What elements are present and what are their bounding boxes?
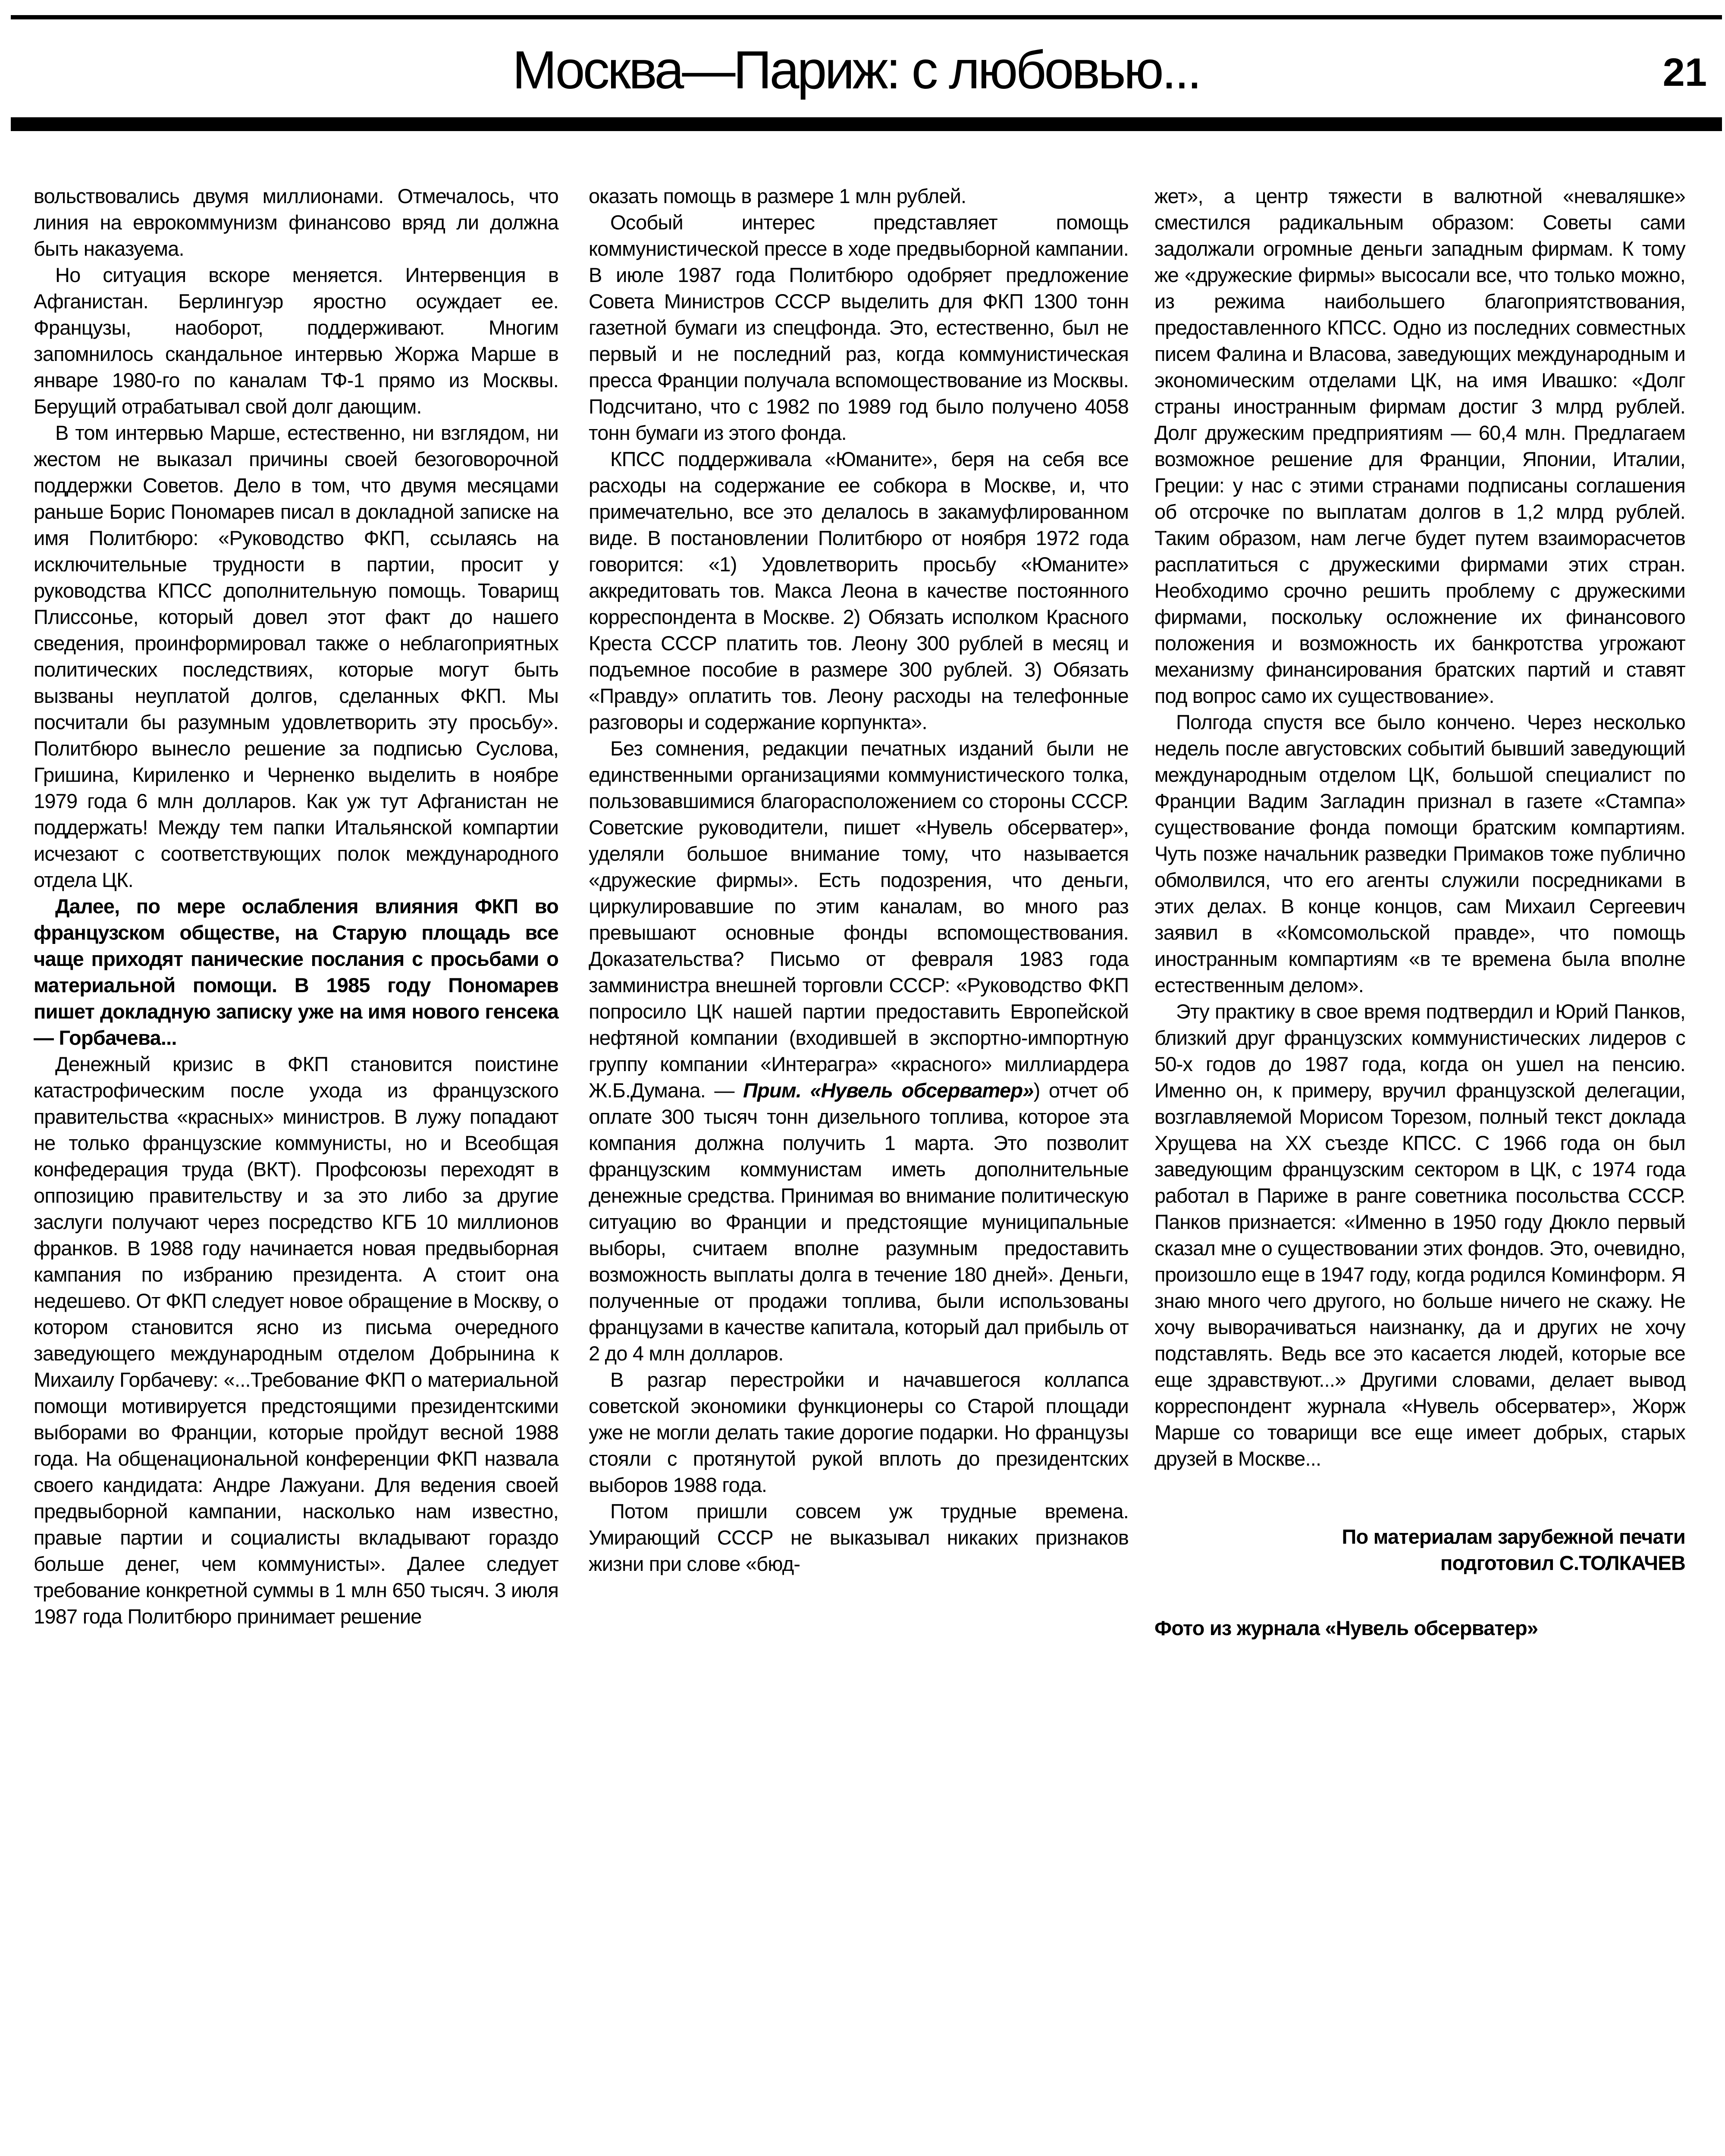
paragraph: Но ситуация вскоре меняется. Интервенция в Афганистан. Берлингуэр яростно осуждает ее. Французы, наоборот, поддерживают. Многим запомнилось скандальное интервью Жоржа Марше в январе 1980-го по каналам ТФ-1 прямо из Москвы. Берущий отрабатывал свой долг дающим. <box>34 263 558 418</box>
paragraph: В разгар перестройки и начавшегося коллапса советской экономики функционеры со Старой площади уже не могли делать такие дорогие подарки. Но французы стояли с протянутой рукой вплоть до президентских выборов 1988 года. <box>589 1368 1129 1496</box>
article-columns <box>0 177 1725 1641</box>
paragraph: Эту практику в свое время подтвердил и Юрий Панков, близкий друг французских коммунистических лидеров с 50-х годов до 1987 года, когда он ушел на пенсию. Именно он, к примеру, вручил французской делегации, возглавляемой Морисом Торезом, полный текст доклада Хрущева на XX съезде КПСС. С 1966 года он был заведующим французским сектором в ЦК, с 1974 года работал в Париже в ранге советника посольства СССР. Панков признается: «Именно в 1950 году Дюкло первый сказал мне о существовании этих фондов. Это, очевидно, произошло еще в 1947 году, когда родился Коминформ. Я знаю много чего другого, но больше ничего не скажу. Не хочу выворачиваться наизнанку, да и других не хочу подставлять. Ведь все это касается людей, которые все еще здравствуют...» Другими словами, делает вывод корреспондент журнала «Нувель обсерватер», Жорж Марше со товарищи все еще имеет добрых, старых друзей в Москве... <box>1154 1000 1685 1470</box>
page-title: Москва—Париж: с любовью... <box>512 41 1200 100</box>
paragraph: В том интервью Марше, естественно, ни взглядом, ни жестом не выказал причины своей безоговорочной поддержки Советов. Дело в том, что двумя месяцами раньше Борис Пономарев писал в докладной записке на имя Политбюро: «Руководство ФКП, ссылаясь на исключительные трудности в партии, просит у руководства КПСС дополнительную помощь. Товарищ Плиссонье, который довел этот факт до нашего сведения, проинформировал также о неблагоприятных политических последствиях, которые могут быть вызваны неуплатой долгов, сделанных ФКП. Мы посчитали бы разумным удовлетворить эту просьбу». Политбюро вынесло решение за подписью Суслова, Гришина, Кириленко и Черненко выделить в ноябре 1979 года 6 млн долларов. Как уж тут Афганистан не поддержать! Между тем папки Итальянской компартии исчезают с соответствующих полок международного отдела ЦК. <box>34 421 558 891</box>
column-1 <box>34 183 558 1630</box>
paragraph-text: ) отчет об оплате 300 тысяч тонн дизельного топлива, которое эта компания должна получить 1 марта. Это позволит французским коммунистам иметь дополнительные денежные средства. Принимая во внимание политическую ситуацию во Франции и предстоящие муниципальные выборы, считаем вполне разумным предоставить возможность выплаты долга в течение 180 дней». Деньги, полученные от продажи топлива, были использованы французами в качестве капитала, который дал прибыль от 2 до 4 млн долларов. <box>589 1079 1129 1365</box>
credit-source: По материалам зарубежной печати <box>1342 1525 1685 1548</box>
column-2 <box>589 183 1129 1577</box>
paragraph: жет», а центр тяжести в валютной «неваляшке» сместился радикальным образом: Советы сами задолжали огромные деньги западным фирмам. К тому же «дружеские фирмы» высосали все, что только можно, из режима наибольшего благоприятствования, предоставленного КПСС. Одно из последних совместных писем Фалина и Власова, заведующих международным и экономическим отделами ЦК, на имя Ивашко: «Долг страны иностранным фирмам достиг 3 млрд рублей. Долг дружеским предприятиям — 60,4 млн. Предлагаем возможное решение для Франции, Японии, Италии, Греции: у нас с этими странами подписаны соглашения об отсрочке по выплатам долгов в 1,2 млрд рублей. Таким образом, нам легче будет путем взаиморасчетов расплатиться с дружескими фирмами этих стран. Необходимо срочно решить проблему с дружескими фирмами, поскольку осложнение их финансового положения и возможность их банкротства угрожают механизму финансирования братских партий и ставят под вопрос само их существование». <box>1154 185 1685 707</box>
page-number: 21 <box>1662 50 1707 94</box>
header-rule <box>11 117 1722 131</box>
paragraph-bold: Далее, по мере ослабления влияния ФКП во французском обществе, на Старую площадь все чаще приходят панические послания с просьбами о материальной помощи. В 1985 году Пономарев пишет докладную записку уже на имя нового генсека — Горбачева... <box>34 895 558 1049</box>
paragraph: КПСС поддерживала «Юманите», беря на себя все расходы на содержание ее собкора в Москве, и, что примечательно, все это делалось в закамуфлированном виде. В постановлении Политбюро от ноября 1972 года говорится: «1) Удовлетворить просьбу «Юманите» аккредитовать тов. Макса Леона в качестве постоянного корреспондента в Москве. 2) Обязать исполком Красного Креста СССР платить тов. Леону 300 рублей в месяц и подъемное пособие в размере 300 рублей. 3) Обязать «Правду» оплатить тов. Леону расходы на телефонные разговоры и содержание корпункта». <box>589 448 1129 733</box>
credit-author: подготовил С.ТОЛКАЧЕВ <box>1440 1551 1685 1574</box>
paragraph <box>589 735 1129 1366</box>
paragraph: Полгода спустя все было кончено. Через несколько недель после августовских событий бывший заведующий международным отделом ЦК, большой специалист по Франции Вадим Загладин признал в газете «Стампа» существование фонда помощи братским компартиям. Чуть позже начальник разведки Примаков тоже публично обмолвился, что его агенты служили посредниками в этих делах. В конце концов, сам Михаил Сергеевич заявил в «Комсомольской правде», что помощь иностранным компартиям «в те времена была вполне естественным делом». <box>1154 711 1685 997</box>
paragraph: вольствовались двумя миллионами. Отмечалось, что линия на еврокоммунизм финансово вряд ли должна быть наказуема. <box>34 185 558 260</box>
paragraph: Денежный кризис в ФКП становится поистине катастрофическим после ухода из французского правительства «красных» министров. В лужу попадают не только французские коммунисты, но и Всеобщая конфедерация труда (ВКТ). Профсоюзы переходят в оппозицию правительству и за это либо за другие заслуги получают через посредство КГБ 10 миллионов франков. В 1988 году начинается новая предвыборная кампания по избранию президента. А стоит она недешево. От ФКП следует новое обращение в Москву, о котором становится ясно из письма очередного заведующего международным отделом Добрынина к Михаилу Горбачеву: «...Требование ФКП о материальной помощи мотивируется предстоящими президентскими выборами во Франции, которые пройдут весной 1988 года. На общенациональной конференции ФКП назвала своего кандидата: Андре Лажуани. Для ведения своей предвыборной кампании, насколько нам известно, правые партии и социалисты вкладывают гораздо больше денег, чем коммунисты». Далее следует требование конкретной суммы в 1 млн 650 тысяч. 3 июля 1987 года Политбюро принимает решение <box>34 1053 558 1628</box>
paragraph-text: Без сомнения, редакции печатных изданий были не единственными организациями коммунистического толка, пользовавшимися благорасположением со стороны СССР. Советские руководители, пишет «Нувель обсерватер», уделяли большое внимание тому, что называется «дружеские фирмы». Есть подозрения, что деньги, циркулировавшие по этим каналам, во много раз превышают основные фонды вспомоществования. Доказательства? Письмо от февраля 1983 года замминистра внешней торговли СССР: «Руководство ФКП попросило ЦК нашей партии предоставить Европейской нефтяной компании (входившей в экспортно-импортную группу компании «Интерагра» «красного» миллиардера Ж.Б.Думана. — <box>589 737 1129 1102</box>
column-3 <box>1154 183 1685 1641</box>
paragraph: Потом пришли совсем уж трудные времена. Умирающий СССР не выказывал никаких признаков жизни при слове «бюд- <box>589 1500 1129 1575</box>
paragraph: оказать помощь в размере 1 млн рублей. <box>589 185 966 207</box>
author-credit <box>1154 1523 1685 1576</box>
photo-credit: Фото из журнала «Нувель обсерватер» <box>1154 1617 1538 1639</box>
paragraph: Особый интерес представляет помощь коммунистической прессе в ходе предвыборной кампании. В июле 1987 года Политбюро одобряет предложение Совета Министров СССР выделить для ФКП 1300 тонн газетной бумаги из спецфонда. Это, естественно, был не первый и не последний раз, когда коммунистическая пресса Франции получала вспомоществование из Москвы. Подсчитано, что с 1982 по 1989 год было получено 4058 тонн бумаги из этого фонда. <box>589 211 1129 444</box>
editor-note: Прим. «Нувель обсерватер» <box>743 1079 1034 1102</box>
top-rule <box>11 15 1722 19</box>
page-header <box>0 0 1725 177</box>
